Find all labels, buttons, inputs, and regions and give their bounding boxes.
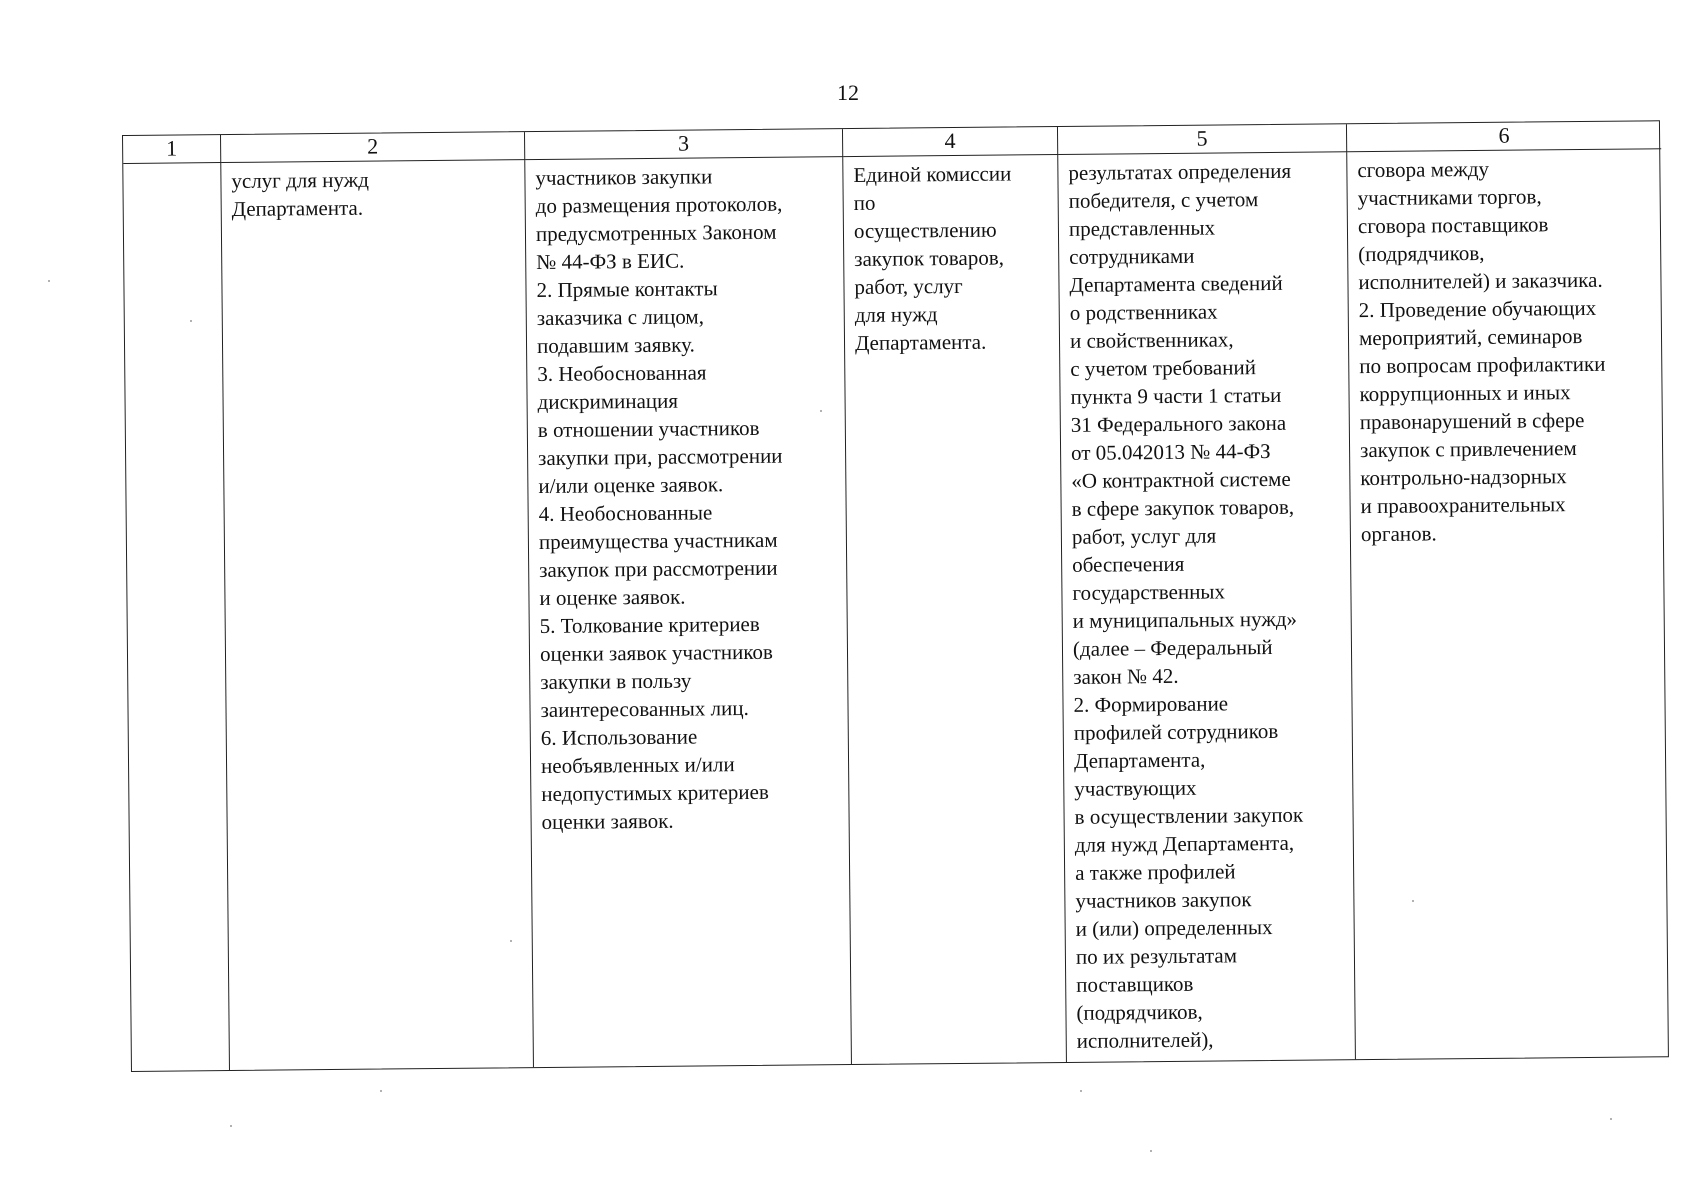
scan-speck [1610,1118,1612,1120]
scan-speck [1080,1090,1082,1092]
scan-speck [48,280,50,282]
column-header-3: 3 [525,129,843,160]
scan-speck [230,1125,232,1127]
table-cell-col1 [123,163,230,1071]
column-header-1: 1 [123,135,221,164]
table-cell-col4: Единой комиссии по осуществлению закупок товаров, работ, услуг для нужд Департамента. [843,155,1067,1064]
scan-speck [190,320,192,322]
column-header-2: 2 [221,132,525,163]
scan-speck [820,410,822,412]
table-cell-col2: услуг для нужд Департамента. [221,160,534,1070]
table-cell-col3: участников закупки до размещения протоколов, предусмотренных Законом № 44-ФЗ в ЕИС. 2. Прямые контакты заказчика с лицом, подавшим заявку. 3. Необоснованная дискриминация в отношении участников закупки при, рассмотрении и/или оценке заявок. 4. Необоснованные преимущества участникам закупок при рассмотрении и оценке заявок. 5. Толкование критериев оценки заявок участников закупки в пользу заинтересованных лиц. 6. Использование необъявленных и/или недопустимых критериев оценки заявок. [525,157,852,1067]
table-cell-col6: сговора между участниками торгов, сговора поставщиков (подрядчиков, исполнителей) и заказчика. 2. Проведение обучающих мероприятий, семинаров по вопросам профилактики коррупционных и иных правонарушений в сфере закупок с привлечением контрольно-надзорных и правоохранительных органов. [1357,156,1606,547]
table-cell-col5: результатах определения победителя, с учетом представленных сотрудниками Департамента сведений о родственниках и свойственниках, с учетом требований пункта 9 части 1 статьи 31 Федерального закона от 05.042013 № 44-ФЗ «О контрактной системе в сфере закупок товаров, работ, услуг для обеспечения государственных и муниципальных нужд» (далее – Федеральный закон № 42. 2. Формирование профилей сотрудников Департамента, участвующих в осуществлении закупок для нужд Департамента, а также профилей участников закупок и (или) определенных по их результатам поставщиков (подрядчиков, исполнителей), [1058,152,1356,1062]
page-number: 12 [837,80,859,105]
column-header-4: 4 [843,127,1058,157]
scan-speck [380,1090,382,1092]
scan-speck [1412,900,1414,902]
scan-speck [1150,1150,1152,1152]
column-header-6: 6 [1347,121,1661,152]
document-table [122,120,1669,1072]
scan-speck [510,940,512,942]
column-header-5: 5 [1058,124,1347,155]
